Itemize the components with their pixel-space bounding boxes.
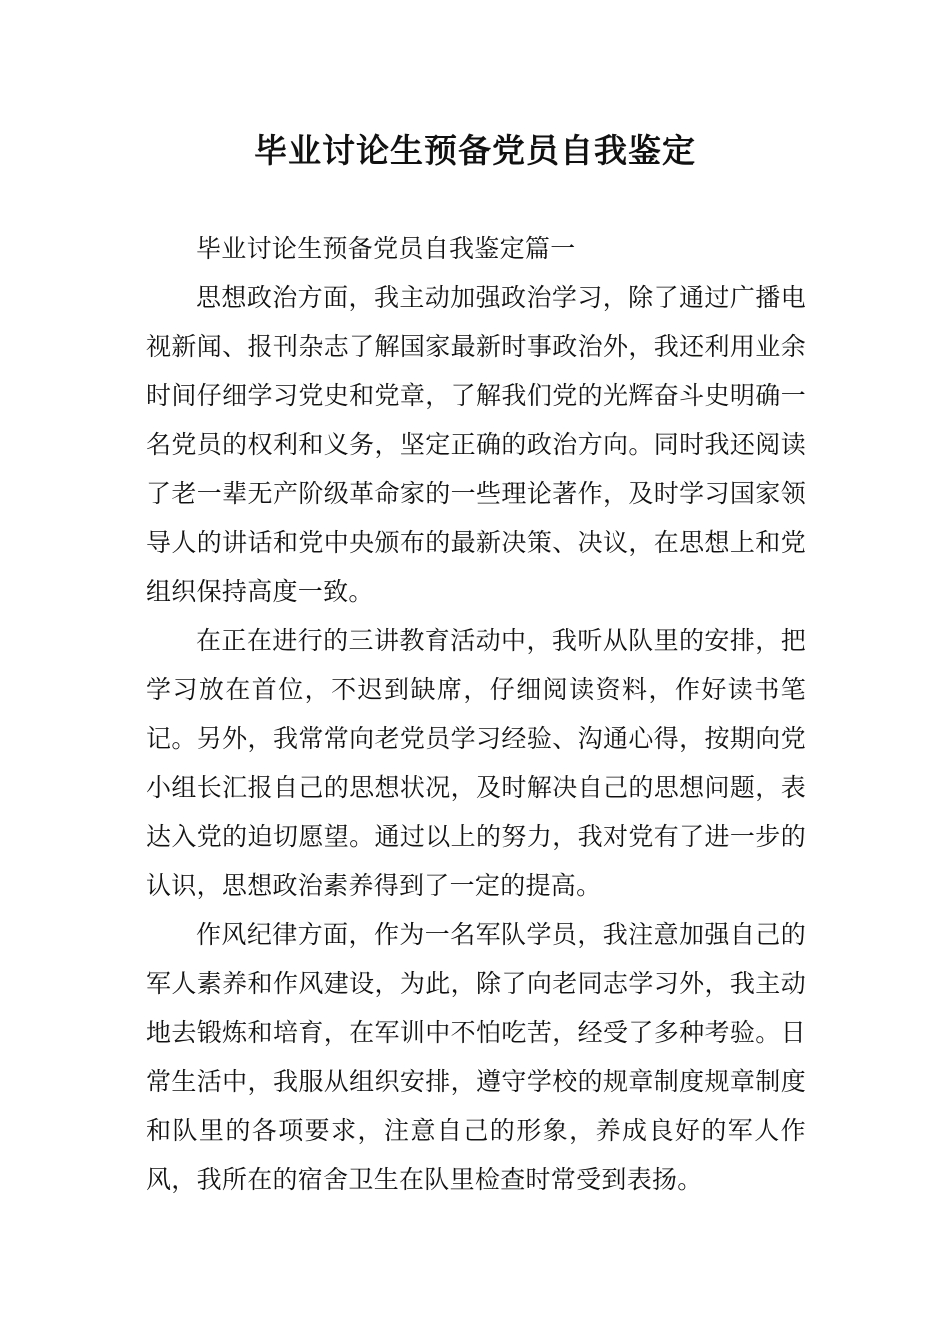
document-title: 毕业讨论生预备党员自我鉴定	[254, 131, 696, 170]
paragraph-education-activity: 在正在进行的三讲教育活动中，我听从队里的安排，把学习放在首位，不迟到缺席，仔细阅读资料，作好读书笔记。另外，我常常向老党员学习经验、沟通心得，按期向党小组长汇报自己的思想状况，及时解决自己的思想问题，表达入党的迫切愿望。通过以上的努力，我对党有了进一步的认识，思想政治素养得到了一定的提高。	[146, 626, 806, 900]
section-heading: 毕业讨论生预备党员自我鉴定篇一	[196, 234, 576, 263]
paragraph-discipline-style: 作风纪律方面，作为一名军队学员，我注意加强自己的军人素养和作风建设，为此，除了向老同志学习外，我主动地去锻炼和培育，在军训中不怕吃苦，经受了多种考验。日常生活中，我服从组织安排，遵守学校的规章制度规章制度和队里的各项要求，注意自己的形象，养成良好的军人作风，我所在的宿舍卫生在队里检查时常受到表扬。	[146, 920, 806, 1194]
document-body	[146, 224, 806, 1204]
paragraph-political-thought: 思想政治方面，我主动加强政治学习，除了通过广播电视新闻、报刊杂志了解国家最新时事政治外，我还利用业余时间仔细学习党史和党章，了解我们党的光辉奋斗史明确一名党员的权利和义务，坚定正确的政治方向。同时我还阅读了老一辈无产阶级革命家的一些理论著作，及时学习国家领导人的讲话和党中央颁布的最新决策、决议，在思想上和党组织保持高度一致。	[146, 283, 806, 606]
